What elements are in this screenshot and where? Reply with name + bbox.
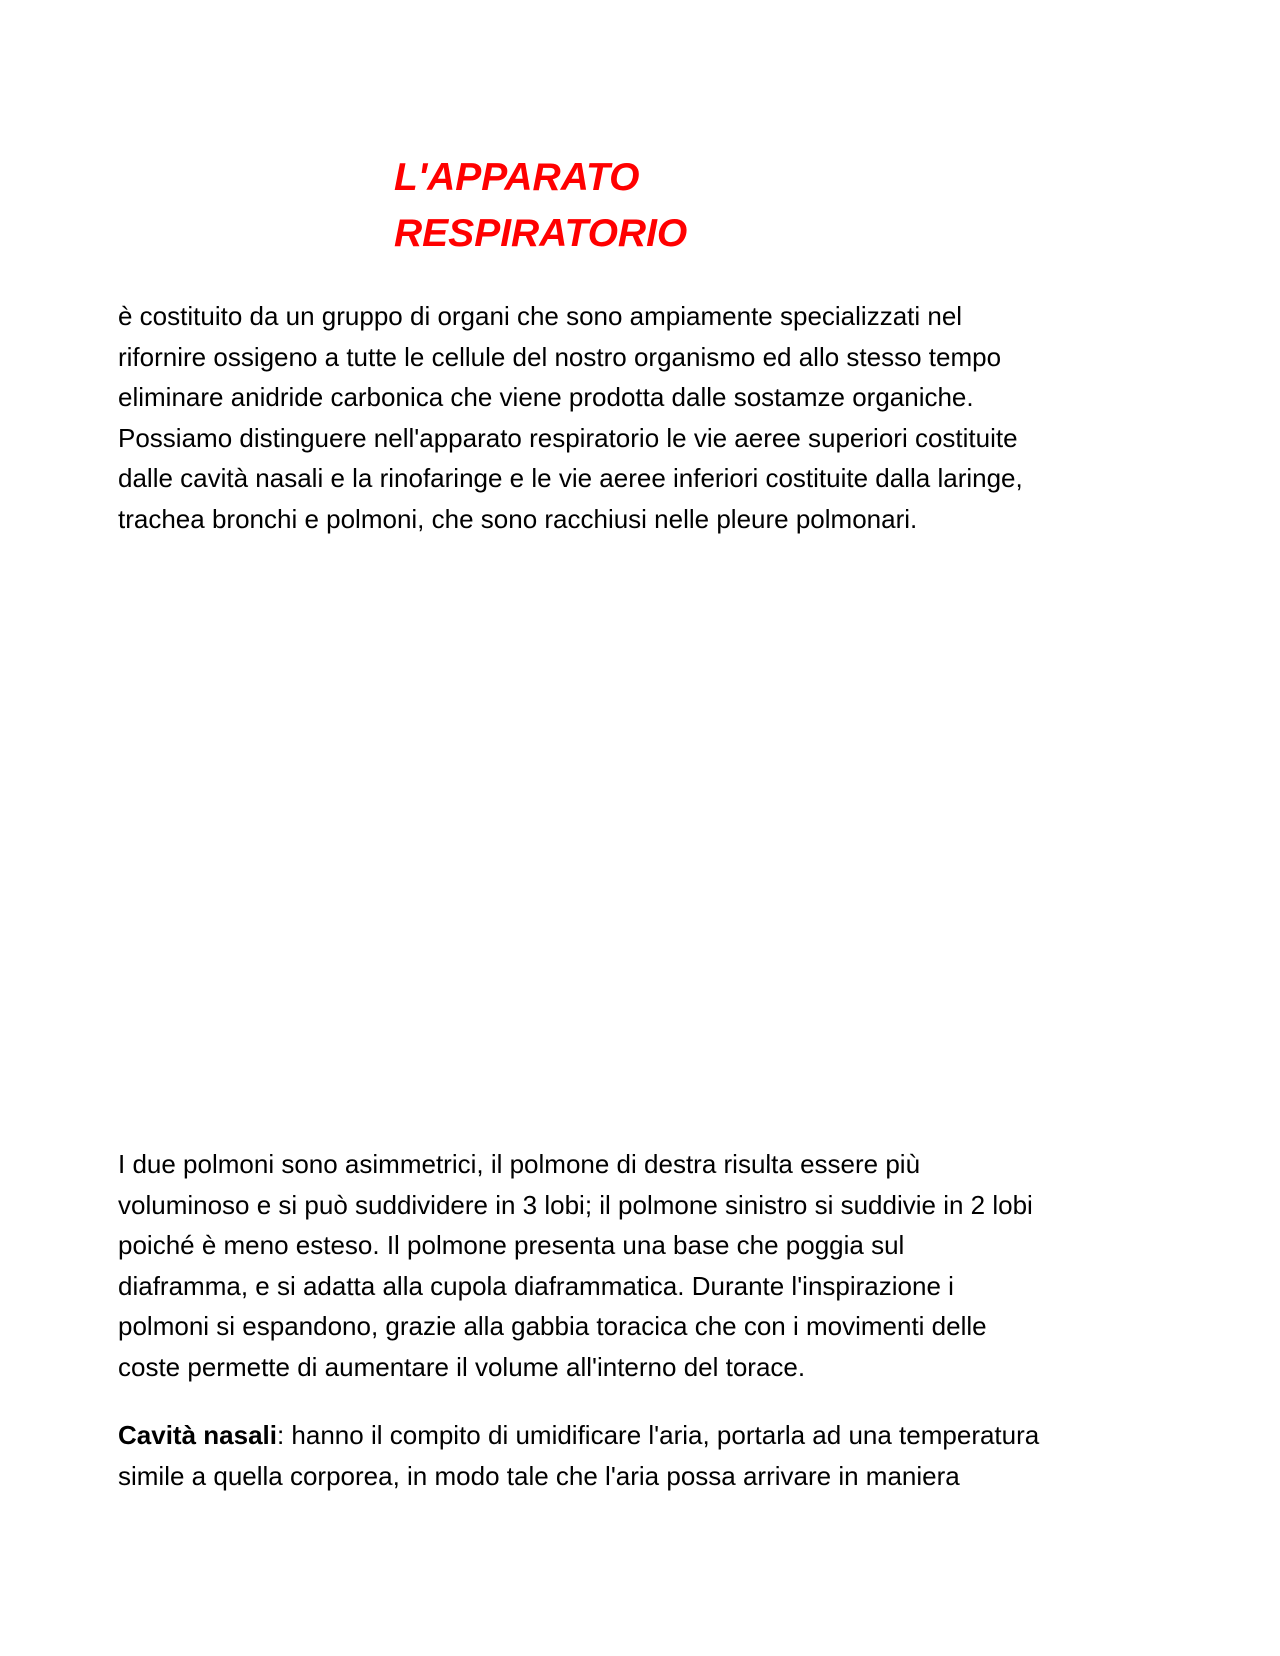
nasal-cavities-text: : hanno il compito di umidificare l'aria, portarla ad una temperatura: [276, 1420, 1040, 1450]
lungs-paragraph: [118, 1144, 1178, 1387]
text-line: voluminoso e si può suddividere in 3 lobi; il polmone sinistro si suddivie in 2 lobi: [118, 1189, 1033, 1220]
text-line: poiché è meno esteso. Il polmone presenta una base che poggia sul: [118, 1230, 905, 1260]
nasal-cavities-term: Cavità nasali: [118, 1420, 277, 1450]
document-title: [394, 150, 814, 262]
intro-paragraph: [118, 296, 1178, 539]
text-line: trachea bronchi e polmoni, che sono racchiusi nelle pleure polmonari.: [118, 503, 918, 534]
text-line: rifornire ossigeno a tutte le cellule del nostro organismo ed allo stesso tempo: [118, 341, 1002, 372]
title-line-2: RESPIRATORIO: [394, 212, 688, 255]
text-line: polmoni si espandono, grazie alla gabbia toracica che con i movimenti delle: [118, 1311, 987, 1341]
text-line: dalle cavità nasali e la rinofaringe e le vie aeree inferiori costituite dalla laringe,: [118, 463, 1023, 493]
text-line: simile a quella corporea, in modo tale che l'aria possa arrivare in maniera: [118, 1460, 960, 1491]
text-line: è costituito da un gruppo di organi che sono ampiamente specializzati nel: [118, 301, 963, 331]
nasal-cavities-paragraph: [118, 1415, 1178, 1496]
text-line: eliminare anidride carbonica che viene prodotta dalle sostamze organiche.: [118, 382, 974, 412]
text-line: coste permette di aumentare il volume all'interno del torace.: [118, 1351, 806, 1382]
text-line: diaframma, e si adatta alla cupola diaframmatica. Durante l'inspirazione i: [118, 1270, 954, 1301]
title-line-1: L'APPARATO: [394, 156, 640, 199]
text-line: I due polmoni sono asimmetrici, il polmone di destra risulta essere più: [118, 1149, 921, 1179]
text-line: Possiamo distinguere nell'apparato respiratorio le vie aeree superiori costituite: [118, 422, 1018, 453]
text-line: [118, 1415, 1178, 1456]
